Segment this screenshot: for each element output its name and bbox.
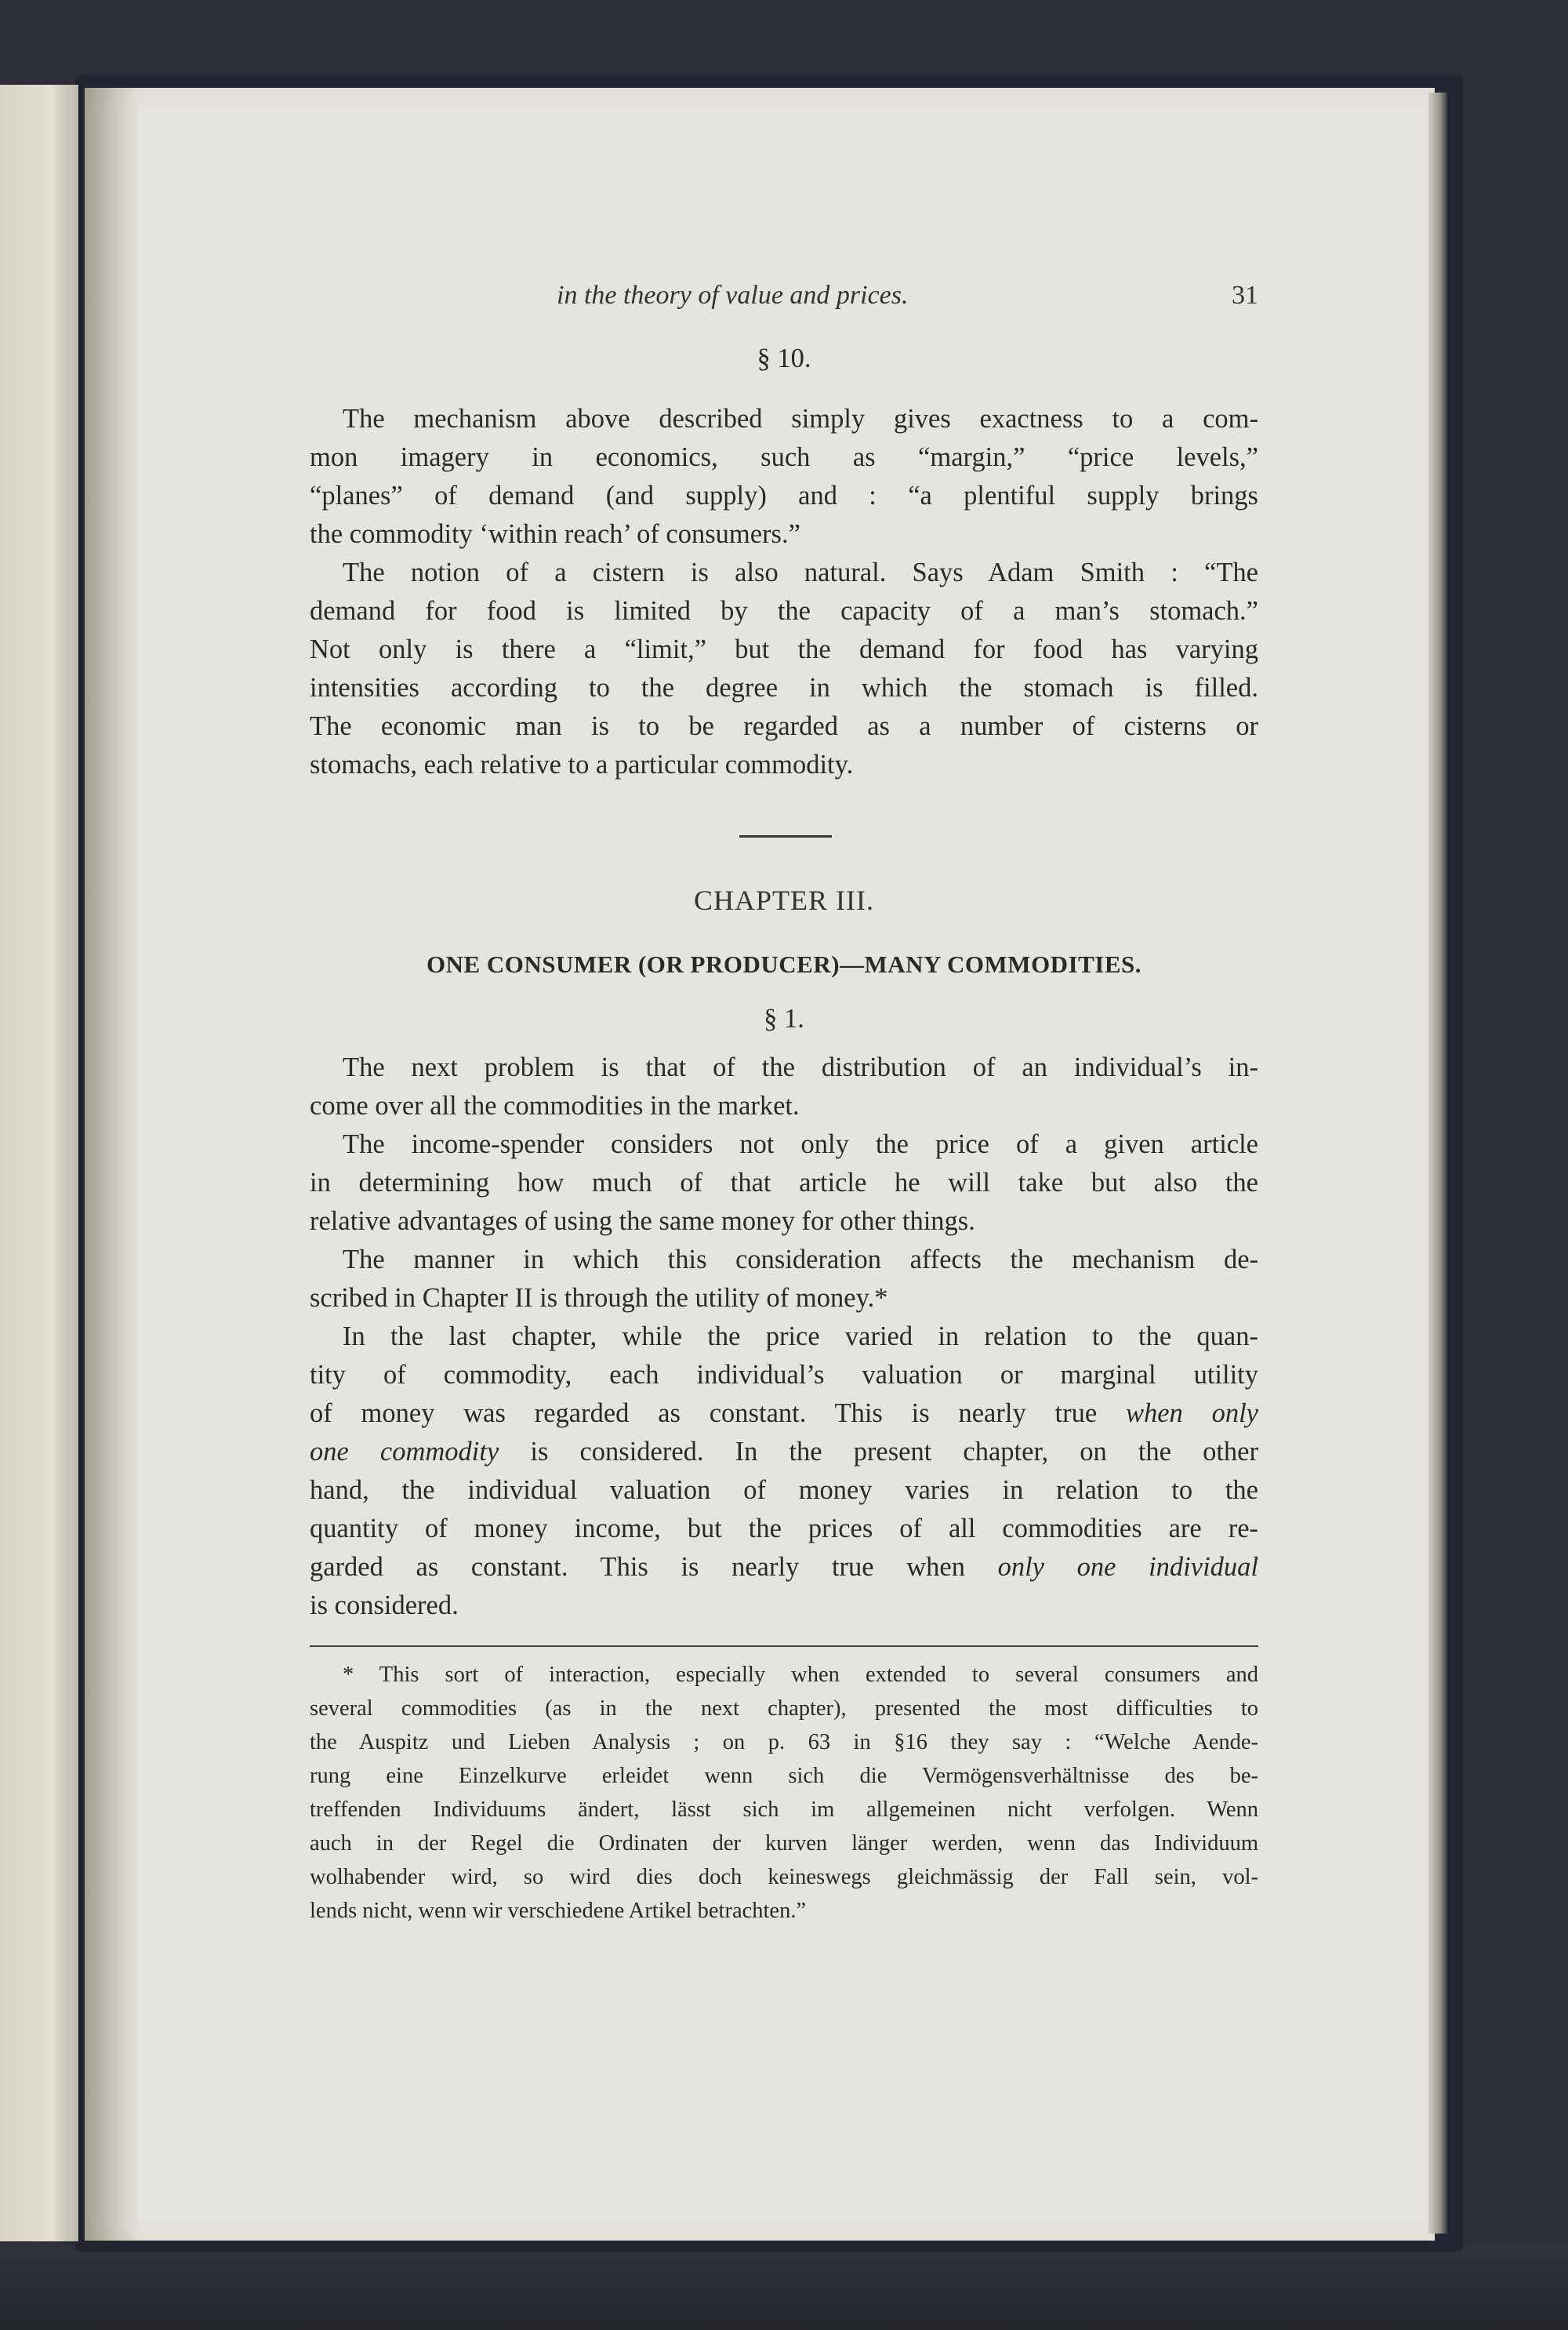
paragraph-line: tity of commodity, each individual’s valuation or marginal utility xyxy=(310,1360,1258,1390)
footnote-line: * This sort of interaction, especially when extended to several consumers and xyxy=(343,1663,1258,1687)
footnote-line: auch in der Regel die Ordinaten der kurven länger werden, wenn das Individuum xyxy=(310,1831,1258,1856)
paragraph-line: intensities according to the degree in which the stomach is filled. xyxy=(310,673,1258,703)
section-heading: § 1. xyxy=(764,1004,804,1034)
footnote-line: the Auspitz und Lieben Analysis ; on p. 63 in §16 they say : “Welche Aende- xyxy=(310,1730,1258,1754)
paragraph-line: The mechanism above described simply gives exactness to a com- xyxy=(343,404,1258,434)
paragraph-line xyxy=(310,1438,1258,1466)
running-title: in the theory of value and prices. xyxy=(557,281,909,310)
gutter-shadow xyxy=(85,88,140,2241)
paragraph-line: the commodity ‘within reach’ of consumers.” xyxy=(310,519,800,549)
paragraph-line: “planes” of demand (and supply) and : “a plentiful supply brings xyxy=(310,481,1258,511)
chapter-subtitle: ONE CONSUMER (OR PRODUCER)—MANY COMMODITIES. xyxy=(426,951,1142,978)
paragraph-line: in determining how much of that article he will take but also the xyxy=(310,1168,1258,1198)
paragraph-line: The next problem is that of the distribution of an individual’s in- xyxy=(343,1052,1258,1082)
footnote-line: wolhabender wird, so wird dies doch keineswegs gleichmässig der Fall sein, vol- xyxy=(310,1865,1258,1889)
paragraph-line: is considered. xyxy=(310,1590,459,1620)
paragraph-line: hand, the individual valuation of money varies in relation to the xyxy=(310,1475,1258,1505)
paragraph-line: In the last chapter, while the price varied in relation to the quan- xyxy=(343,1321,1258,1351)
paragraph-line: relative advantages of using the same money for other things. xyxy=(310,1206,975,1236)
paragraph-line: scribed in Chapter II is through the utility of money.* xyxy=(310,1283,888,1313)
footnote-line: rung eine Einzelkurve erleidet wenn sich die Vermögensverhältnisse des be- xyxy=(310,1764,1258,1788)
paragraph-line: Not only is there a “limit,” but the demand for food has varying xyxy=(310,634,1258,664)
left-page-edge xyxy=(0,85,78,2241)
italic-emphasis: only one individual xyxy=(997,1552,1258,1582)
paragraph-line: The manner in which this consideration affects the mechanism de- xyxy=(343,1245,1258,1274)
section-heading: § 10. xyxy=(757,344,811,373)
paragraph-line: The income-spender considers not only the price of a given article xyxy=(343,1129,1258,1159)
footnote-rule xyxy=(310,1645,1258,1647)
footnote-line: several commodities (as in the next chapter), presented the most difficulties to xyxy=(310,1696,1258,1721)
paragraph-line: stomachs, each relative to a particular commodity. xyxy=(310,750,854,780)
footnote-line: lends nicht, wenn wir verschiedene Artikel betrachten.” xyxy=(310,1899,807,1923)
section-divider xyxy=(739,835,832,838)
paragraph-line xyxy=(310,1400,1258,1427)
backdrop xyxy=(0,2244,1568,2330)
text-run: of money was regarded as constant. This is nearly true xyxy=(310,1398,1098,1428)
page-fore-edge xyxy=(1428,93,1447,2234)
paragraph-line xyxy=(310,1554,1258,1581)
footnote-line: treffenden Individuums ändert, lässt sich im allgemeinen nicht verfolgen. Wenn xyxy=(310,1797,1258,1822)
paragraph-line: quantity of money income, but the prices of all commodities are re- xyxy=(310,1514,1258,1543)
chapter-heading: CHAPTER III. xyxy=(694,885,874,916)
paragraph-line: come over all the commodities in the market. xyxy=(310,1091,800,1121)
page-number: 31 xyxy=(1232,281,1258,310)
paragraph-line: mon imagery in economics, such as “margin,” “price levels,” xyxy=(310,442,1258,472)
text-run: garded as constant. This is nearly true when xyxy=(310,1552,965,1582)
paragraph-line: demand for food is limited by the capacity of a man’s stomach.” xyxy=(310,596,1258,626)
paragraph-line: The notion of a cistern is also natural. Says Adam Smith : “The xyxy=(343,558,1258,587)
text-run: is considered. In the present chapter, on the other xyxy=(530,1437,1258,1467)
italic-emphasis: when only xyxy=(1125,1398,1258,1428)
italic-emphasis: one commodity xyxy=(310,1437,499,1467)
paragraph-line: The economic man is to be regarded as a number of cisterns or xyxy=(310,711,1258,741)
